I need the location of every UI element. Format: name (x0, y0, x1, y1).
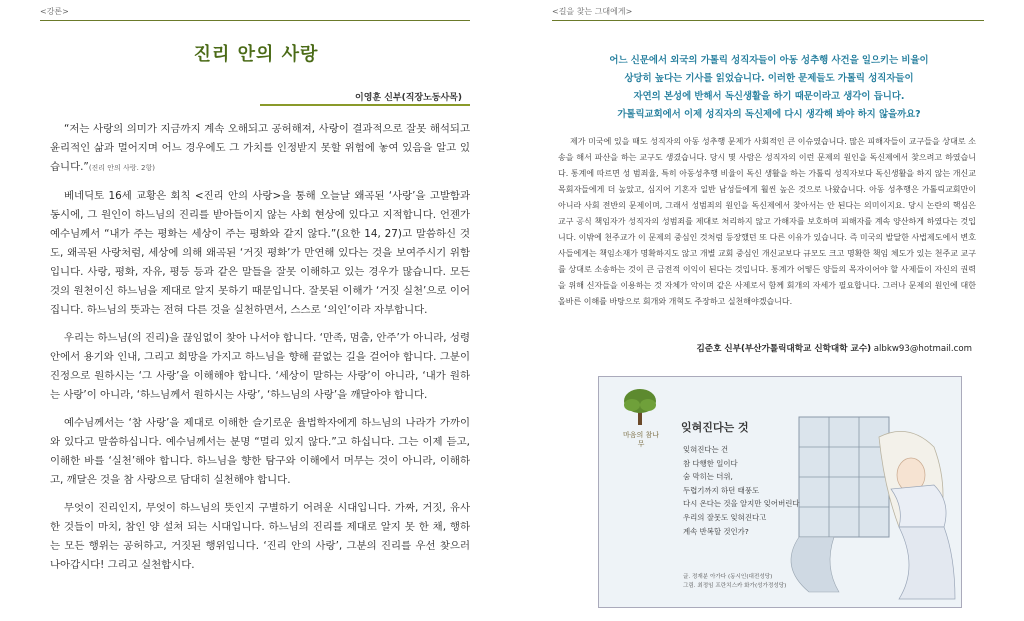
article-body (50, 120, 470, 584)
article-paragraph: 베네딕토 16세 교황은 회칙 <진리 안의 사랑>을 통해 오늘날 왜곡된 ‘사랑’을 고발함과 동시에, 그 원인이 하느님의 진리를 받아들이지 않는 사회 현상에 있다고 지적합니다. 언젠가 예수님께서 “내가 주는 평화는 세상이 주는 평화와 같지 않다.”(요한 14, 27)고 말씀하신 것도, 왜곡된 사랑처럼, 세상에 의해 왜곡된 ‘거짓 평화’가 만연해 있다는 것을 보여주시기 위함입니다. 사랑, 평화, 자유, 평등 등과 같은 말들을 잘못 이해하고 있는 경우가 많습니다. 모든 것의 원천이신 하느님을 제대로 알지 못하기 때문입니다. 잘못된 이해가 ‘거짓 실천’으로 이어집니다. 하느님의 뜻과는 전혀 다른 것을 실천하면서, 스스로 ‘의인’이라 자부합니다. (50, 190, 470, 316)
answer-paragraph: 제가 미국에 있을 때도 성직자의 아동 성추행 문제가 사회적인 큰 이슈였습니다. 많은 피해자들이 교구들을 상대로 소송을 해서 파산을 하는 교구도 생겼습니다. 당시 몇 사람은 성직자의 이런 문제의 원인을 독신제에서 찾으려고 하였습니다. 통계에 따르면 성 범죄율, 특히 아동성추행 비율이 독신 생활을 하는 가톨릭 성직자보다 독신생활을 하지 않는 개신교 목회자들에게 더 높았고, 심지어 기혼자 일반 남성들에게 훨씬 높은 것으로 나왔습니다. 아동 성추행은 가톨릭교회만이 아니라 사회 전반의 문제이며, 그래서 성범죄의 원인을 독신제에서 찾아서는 안 된다는 의미이지요. 당시 논란의 핵심은 교구 공식 책임자가 성직자의 성범죄를 제대로 처리하지 않고 가해자를 보호하며 피해자를 계속 양산하게 하였다는 것입니다. 이밖에 천주교가 이 문제의 중심인 것처럼 등장했던 또 다른 이유가 있습니다. 즉 미국의 발달한 사법제도에서 변호사들에게는 책임소재가 명확하지도 않고 개별 교회 중심인 개신교보다 규모도 크고 명확한 책임 체도가 있는 천주교 교구를 상대로 소송하는 것이 큰 금전적 이익이 된다는 것입니다. 통계가 어떻든 양들의 목자이어야 할 사제들이 자신의 권력을 위해 신자들을 이용하는 것 자체가 악이며 같은 사제로서 함께 회개의 자세가 필요합니다. 그러나 문제의 원인에 대한 올바른 이해를 바탕으로 회개와 개혁도 주장하고 실천해야겠습니다. (558, 137, 976, 306)
question-line: 가톨릭교회에서 이제 성직자의 독신제에 다시 생각해 봐야 하지 않을까요? (617, 109, 921, 120)
answer-body (558, 134, 976, 310)
poem-line: 계속 반복할 것인가? (683, 526, 749, 536)
poem-line: 다시 온다는 것을 알지만 잊어버린다 (683, 499, 800, 509)
right-header-rule (552, 20, 984, 21)
left-section-label: <강론> (40, 7, 69, 16)
credit-line: 그림. 최정임 프란치스카 화가(성가정성당) (683, 583, 787, 589)
article-author: 이영훈 신부(직장노동사목) (355, 93, 462, 103)
article-paragraph: 우리는 하느님(의 진리)을 끊임없이 찾아 나서야 합니다. ‘만족, 멈춤, 안주’가 아니라, 성령 안에서 용기와 인내, 그리고 희망을 가지고 하느님을 향해 끝없는 길을 걸어야 합니다. 그분이 진정으로 원하시는 ‘그 사랑’을 이해해야 합니다. ‘세상이 말하는 사랑’이 아니라, ‘내가 원하는 사랑’이 아니라, ‘하느님께서 원하시는 사랑’, ‘하느님의 사랑’을 깨달아야 합니다. (50, 332, 470, 401)
article-paragraph: 무엇이 진리인지, 무엇이 하느님의 뜻인지 구별하기 어려운 시대입니다. 가짜, 거짓, 유사한 것들이 마치, 참인 양 설쳐 되는 시대입니다. 하느님의 진리를 제대로 알지 못 한 채, 행하는 모든 행위는 공허하고, 거짓된 행위입니다. ‘진리 안의 사랑’, 그분의 진리를 우선 찾으러 나아갑시다! 그리고 실천합시다. (50, 502, 470, 571)
poem-title: 잊혀진다는 것 (681, 421, 749, 434)
quote-source: (진리 안의 사랑. 2항) (88, 164, 155, 172)
paragraph-text: “저는 사랑의 의미가 지금까지 계속 오해되고 공허해져, 사랑이 결과적으로 잘못 해석되고 윤리적인 삶과 멀어지며 어느 경우에도 그 가치를 인정받지 못할 위험에 놓여 있음을 알고 있습니다.” (50, 123, 470, 173)
author-underline (260, 104, 470, 106)
article-paragraph: 예수님께서는 ‘참 사랑’을 제대로 이해한 슬기로운 율법학자에게 하느님의 나라가 가까이 와 있다고 말씀하십니다. 예수님께서는 분명 “멀리 있지 않다.”고 하십니다. 그는 이제 듣고, 이해한 바를 ‘실천’해야 합니다. 하느님을 향한 탐구와 이해에서 머무는 것이 아니라, 이해하고, 깨달은 것을 참 사랑으로 담대히 실천해야 합니다. (50, 417, 470, 486)
signature-email: albkw93@hotmail.com (873, 344, 972, 354)
question-line: 상당히 높다는 기사를 읽었습니다. 이러한 문제들도 가톨릭 성직자들이 (624, 73, 914, 84)
left-header-rule (40, 20, 470, 21)
answer-signature (600, 342, 972, 354)
question-line: 어느 신문에서 외국의 가톨릭 성직자들이 아동 성추행 사건을 일으키는 비율이 (609, 55, 929, 66)
article-paragraph (50, 120, 470, 178)
poem-line: 숨 막히는 더위, (683, 472, 733, 482)
poster-logo-text: 마음의 참나무 (622, 431, 660, 448)
poem-illustration (598, 376, 962, 608)
poem-body (683, 443, 853, 538)
credit-line: 글. 정재분 아가다 (동시인(대전성당) (683, 574, 773, 580)
poem-line: 참 다행한 일이다 (683, 458, 738, 468)
signature-name: 김준호 신부(부산가톨릭대학교 신학대학 교수) (696, 344, 872, 354)
question-line: 자연의 본성에 반해서 독신생활을 하기 때문이라고 생각이 듭니다. (633, 91, 905, 102)
right-section-label: <길을 찾는 그대에게> (552, 7, 633, 16)
poem-line: 우리의 잘못도 잊혀진다고 (683, 512, 767, 522)
poem-credits (683, 573, 786, 591)
poem-line: 두렵기까지 하던 태풍도 (683, 485, 760, 495)
article-title: 진리 안의 사랑 (193, 44, 319, 65)
reader-question (568, 52, 970, 124)
poem-line: 잊혀진다는 건 (683, 445, 729, 454)
